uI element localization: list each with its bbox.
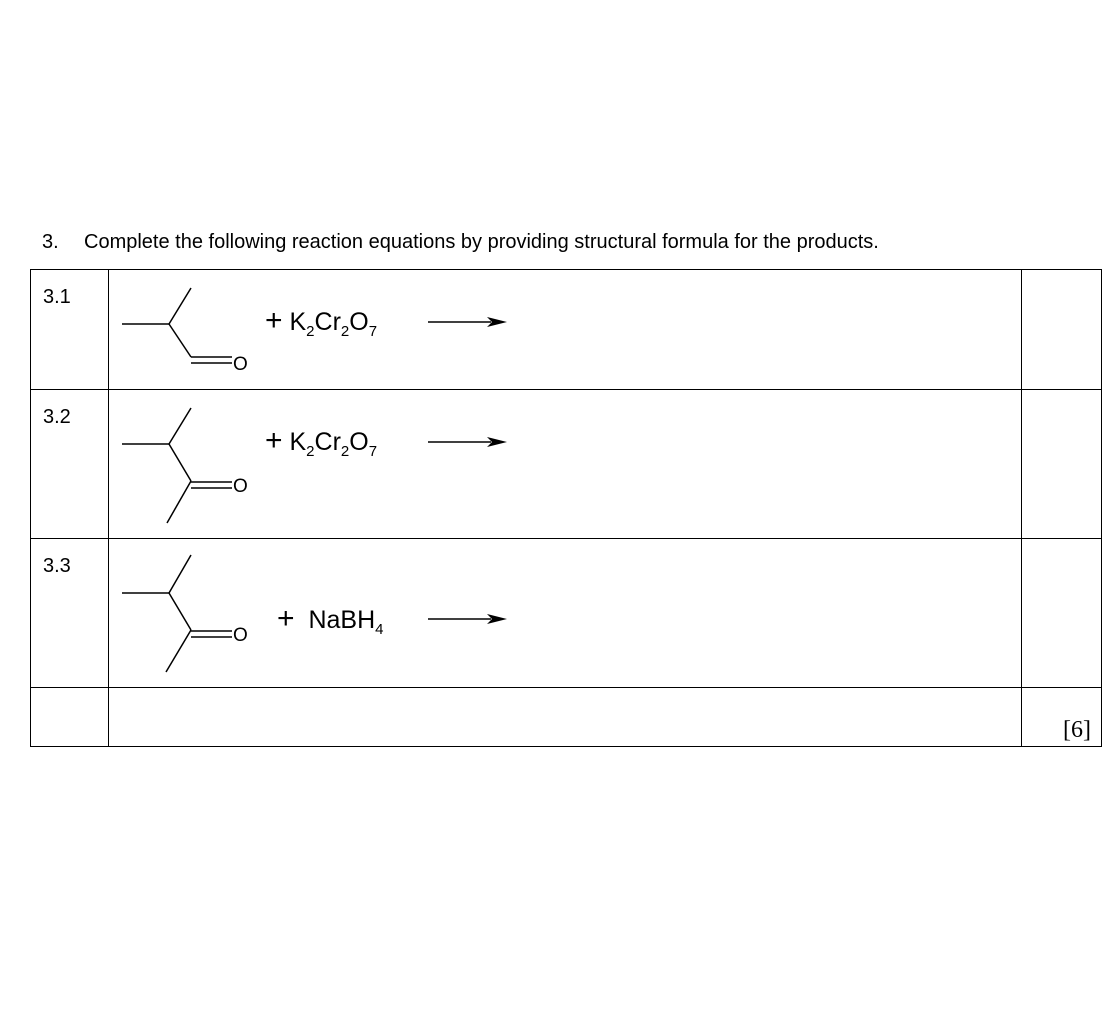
question-number: 3. (42, 231, 59, 253)
reaction-number: 3.2 (43, 406, 71, 428)
total-marks-cell (1022, 688, 1102, 747)
total-marks: [6] (1063, 717, 1091, 743)
marks-cell (1022, 270, 1102, 390)
reagent-dichromate: + $K_2Cr_2O_7$ (265, 304, 378, 340)
oxygen-label: O (233, 625, 248, 646)
reaction-number-cell (31, 390, 109, 539)
reagent-borohydride: + NaBH$_4$ (277, 602, 384, 638)
oxygen-label: O (233, 476, 248, 497)
reaction-number-cell (31, 270, 109, 390)
marks-cell (1022, 390, 1102, 539)
reaction-row (31, 539, 1102, 688)
empty-cell (109, 688, 1022, 747)
empty-cell (31, 688, 109, 747)
reaction-equation-cell (109, 270, 1022, 390)
reaction-equation-cell (109, 539, 1022, 688)
reaction-table (30, 269, 1102, 747)
reagent-dichromate: + $K_2Cr_2O_7$ (265, 424, 378, 460)
reaction-equation-cell (109, 390, 1022, 539)
marks-cell (1022, 539, 1102, 688)
reaction-arrow (427, 435, 511, 449)
reaction-number-cell (31, 539, 109, 688)
reaction-arrow (427, 315, 511, 329)
reaction-row (31, 390, 1102, 539)
reaction-number: 3.1 (43, 286, 71, 308)
question-heading (42, 231, 879, 254)
question-text: Complete the following reaction equations by providing structural formula for the products. (84, 231, 879, 253)
ketone-structure (109, 390, 309, 538)
total-row (31, 688, 1102, 747)
reaction-number: 3.3 (43, 555, 71, 577)
reaction-row (31, 270, 1102, 390)
oxygen-label: O (233, 354, 248, 375)
reaction-arrow (427, 612, 511, 626)
